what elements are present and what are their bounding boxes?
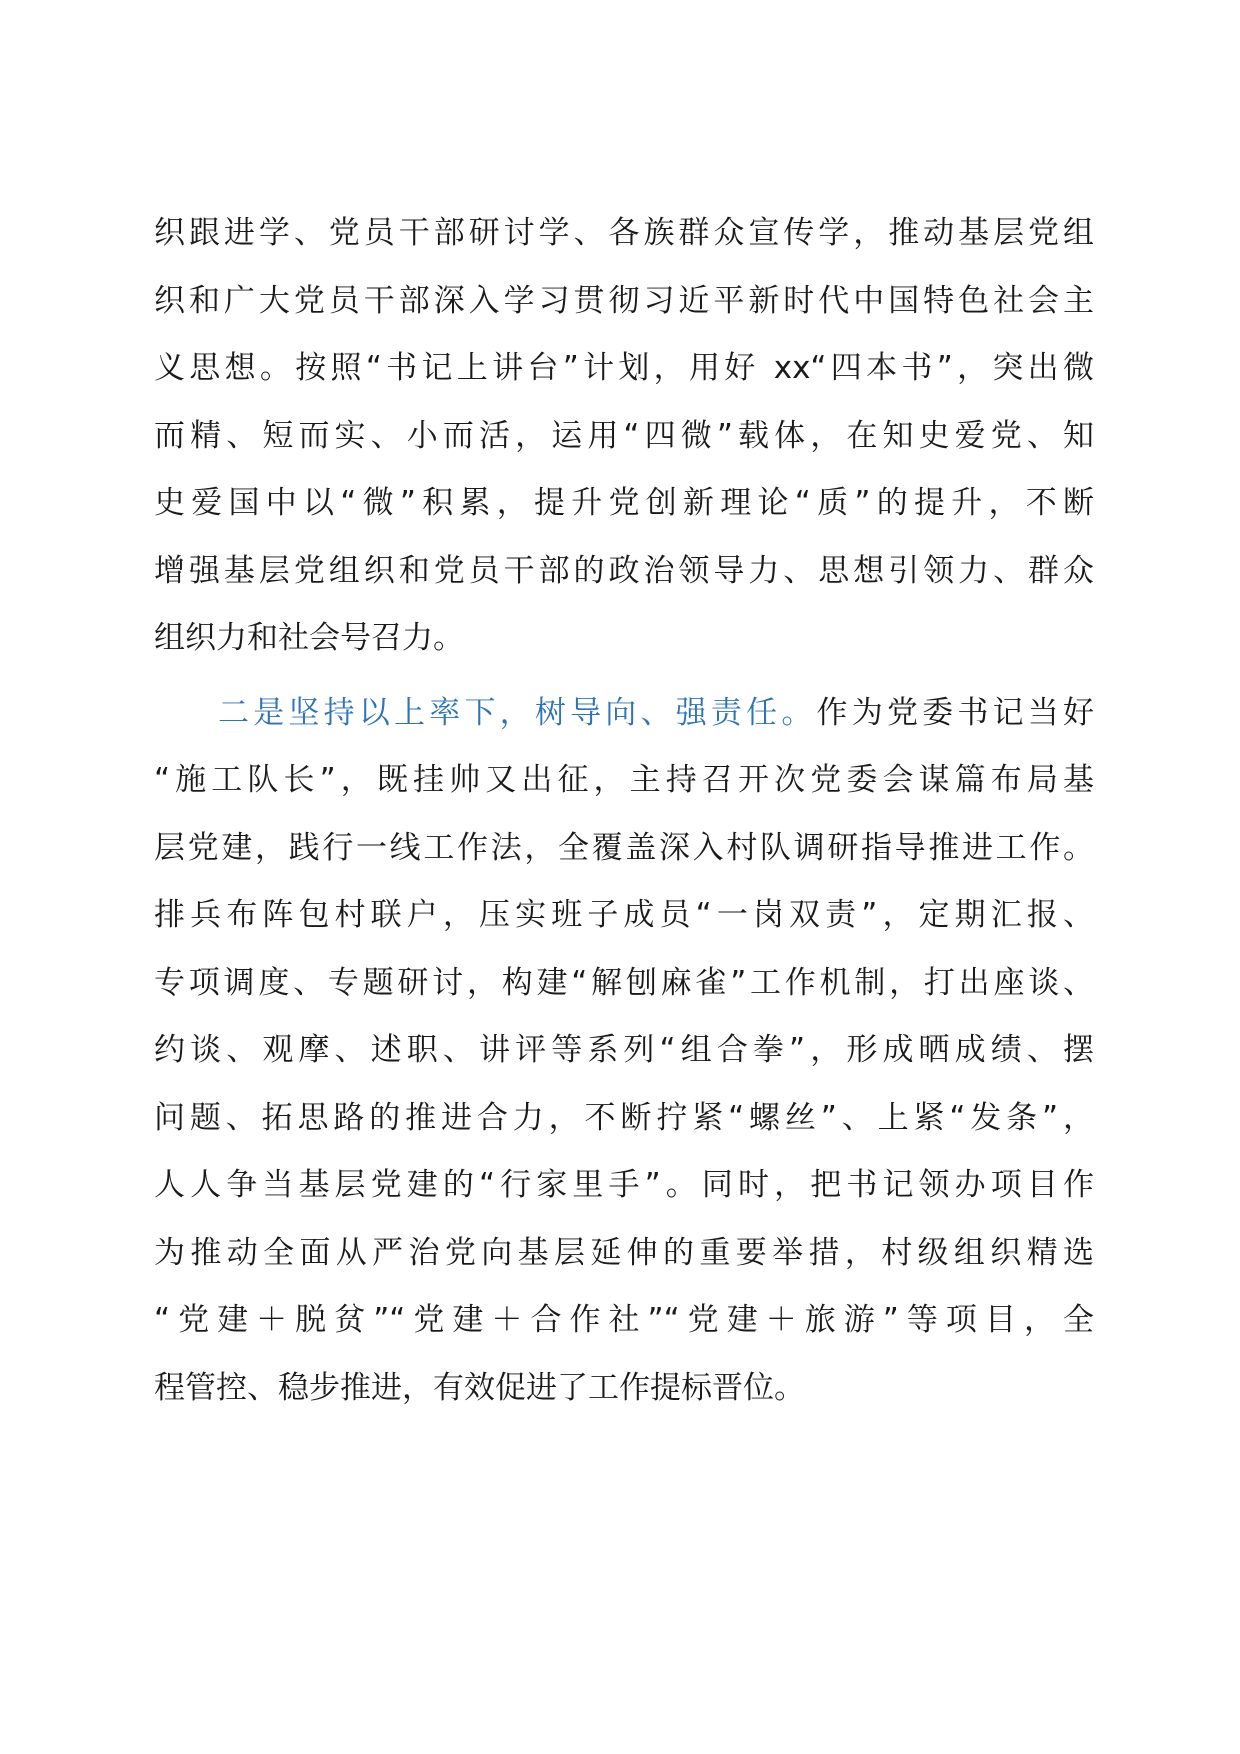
paragraph-2: [154, 680, 1094, 1423]
paragraph-line: 为推动全面从严治党向基层延伸的重要举措，村级组织精选: [154, 1234, 1094, 1271]
paragraph-line: 织和广大党员干部深入学习贯彻习近平新时代中国特色社会主: [154, 282, 1094, 319]
paragraph-line: 史爱国中以“微”积累，提升党创新理论“质”的提升，不断: [154, 485, 1094, 521]
paragraph-1: [154, 200, 1094, 673]
paragraph-line: 义思想。按照“书记上讲台”计划，用好 xx“四本书”，突出微: [154, 350, 1094, 386]
paragraph-line: “施工队长”，既挂帅又出征，主持召开次党委会谋篇布局基: [154, 762, 1094, 798]
paragraph-line: 程管控、稳步推进，有效促进了工作提标晋位。: [154, 1369, 805, 1406]
paragraph-line: 问题、拓思路的推进合力，不断拧紧“螺丝”、上紧“发条”，: [154, 1099, 1094, 1136]
paragraph-line: 专项调度、专题研讨，构建“解刨麻雀”工作机制，打出座谈、: [154, 964, 1094, 1001]
paragraph-line: 而精、短而实、小而活，运用“四微”载体，在知史爱党、知: [154, 417, 1094, 454]
paragraph-first-line: [154, 680, 1094, 748]
paragraph-line: 织跟进学、党员干部研讨学、各族群众宣传学，推动基层党组: [154, 215, 1094, 251]
paragraph-line-rest: 作为党委书记当好: [816, 694, 1095, 731]
paragraph-line: 约谈、观摩、述职、讲评等系列“组合拳”，形成晒成绩、摆: [154, 1032, 1094, 1068]
paragraph-line: “党建＋脱贫”“党建＋合作社”“党建＋旅游”等项目，全: [154, 1302, 1094, 1338]
document-body: [154, 200, 1094, 1422]
paragraph-line: 层党建，践行一线工作法，全覆盖深入村队调研指导推进工作。: [154, 829, 1094, 866]
section-heading: 二是坚持以上率下，树导向、强责任。: [218, 694, 817, 731]
paragraph-line: 增强基层党组织和党员干部的政治领导力、思想引领力、群众: [154, 552, 1094, 589]
paragraph-line: 人人争当基层党建的“行家里手”。同时，把书记领办项目作: [154, 1167, 1094, 1203]
paragraph-line: 排兵布阵包村联户，压实班子成员“一岗双责”，定期汇报、: [154, 897, 1094, 933]
paragraph-spacer: [154, 673, 1094, 680]
paragraph-line: 组织力和社会号召力。: [154, 620, 464, 656]
